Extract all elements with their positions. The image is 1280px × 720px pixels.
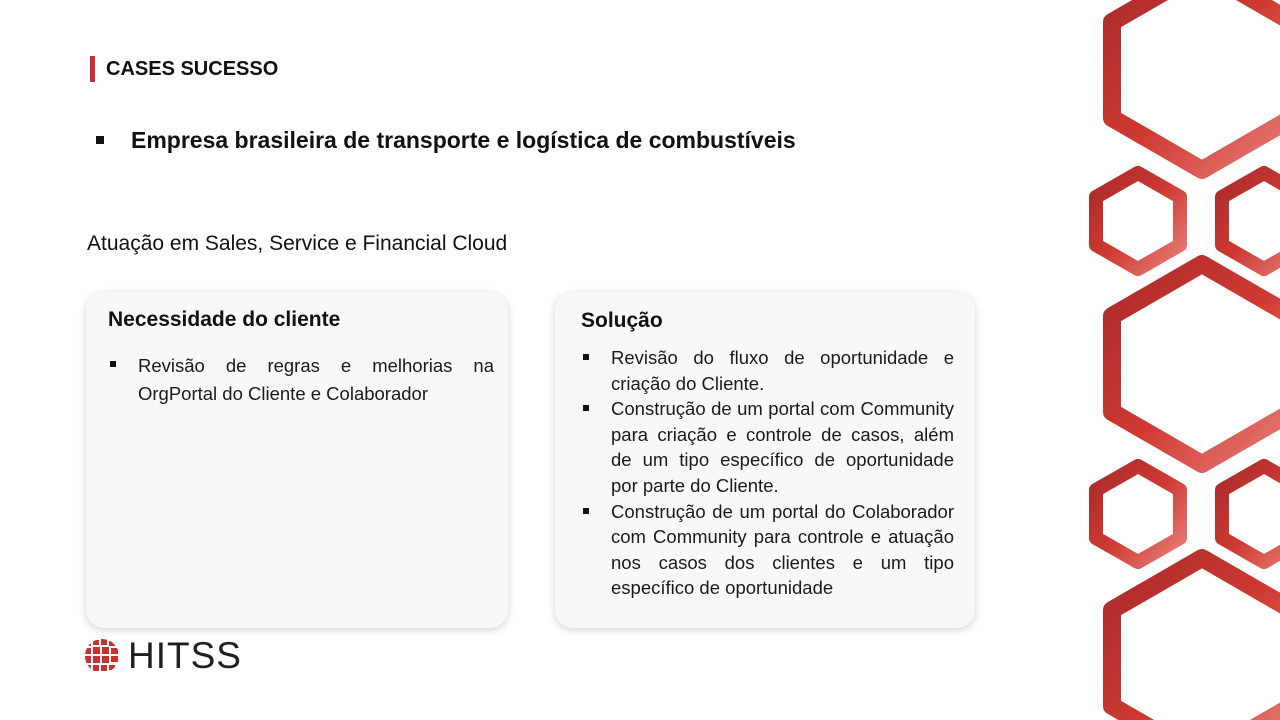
list-item-text: Revisão de regras e melhorias na OrgPortal do Cliente e Colaborador (138, 355, 494, 404)
list-item-text: Revisão do fluxo de oportunidade e criação do Cliente. (611, 347, 954, 394)
card-solution (555, 292, 975, 628)
hexagon-shape (1096, 173, 1180, 269)
card-title: Solução (581, 309, 663, 332)
hexagon-shape (1112, 0, 1280, 170)
list-item-text: Construção de um portal com Community para criação e controle de casos, além de um tipo específico de oportunidade por parte do Cliente. (611, 398, 954, 496)
bullet-list (582, 345, 954, 601)
hexagon-shape (1096, 466, 1180, 562)
bullet-square-icon (96, 136, 104, 144)
list-item-text: Construção de um portal do Colaborador com Community para controle e atuação nos casos dos clientes e um tipo específico de oportunidade (611, 500, 954, 599)
bullet-square-icon (583, 405, 589, 411)
bullet-square-icon (583, 508, 589, 514)
list-item (582, 396, 954, 498)
subtitle: Atuação em Sales, Service e Financial Cloud (87, 232, 508, 255)
globe-dots-icon (84, 638, 120, 674)
headline-text: Empresa brasileira de transporte e logística de combustíveis (131, 127, 796, 153)
card-title: Necessidade do cliente (108, 308, 341, 331)
bullet-list (109, 352, 494, 408)
section-title: CASES SUCESSO (90, 56, 278, 82)
list-item (582, 499, 954, 601)
hitss-logo (84, 636, 242, 676)
list-item (582, 345, 954, 396)
hexagon-shape (1112, 558, 1280, 720)
list-item (109, 352, 494, 408)
hexagon-shape (1112, 264, 1280, 464)
headline (96, 124, 796, 156)
hexagon-shape (1222, 466, 1280, 562)
bullet-square-icon (110, 361, 116, 367)
logo-text: HITSS (128, 635, 242, 676)
hexagon-shape (1222, 173, 1280, 269)
hexagon-decoration (1080, 0, 1280, 720)
card-client-need (86, 292, 508, 628)
bullet-square-icon (583, 354, 589, 360)
